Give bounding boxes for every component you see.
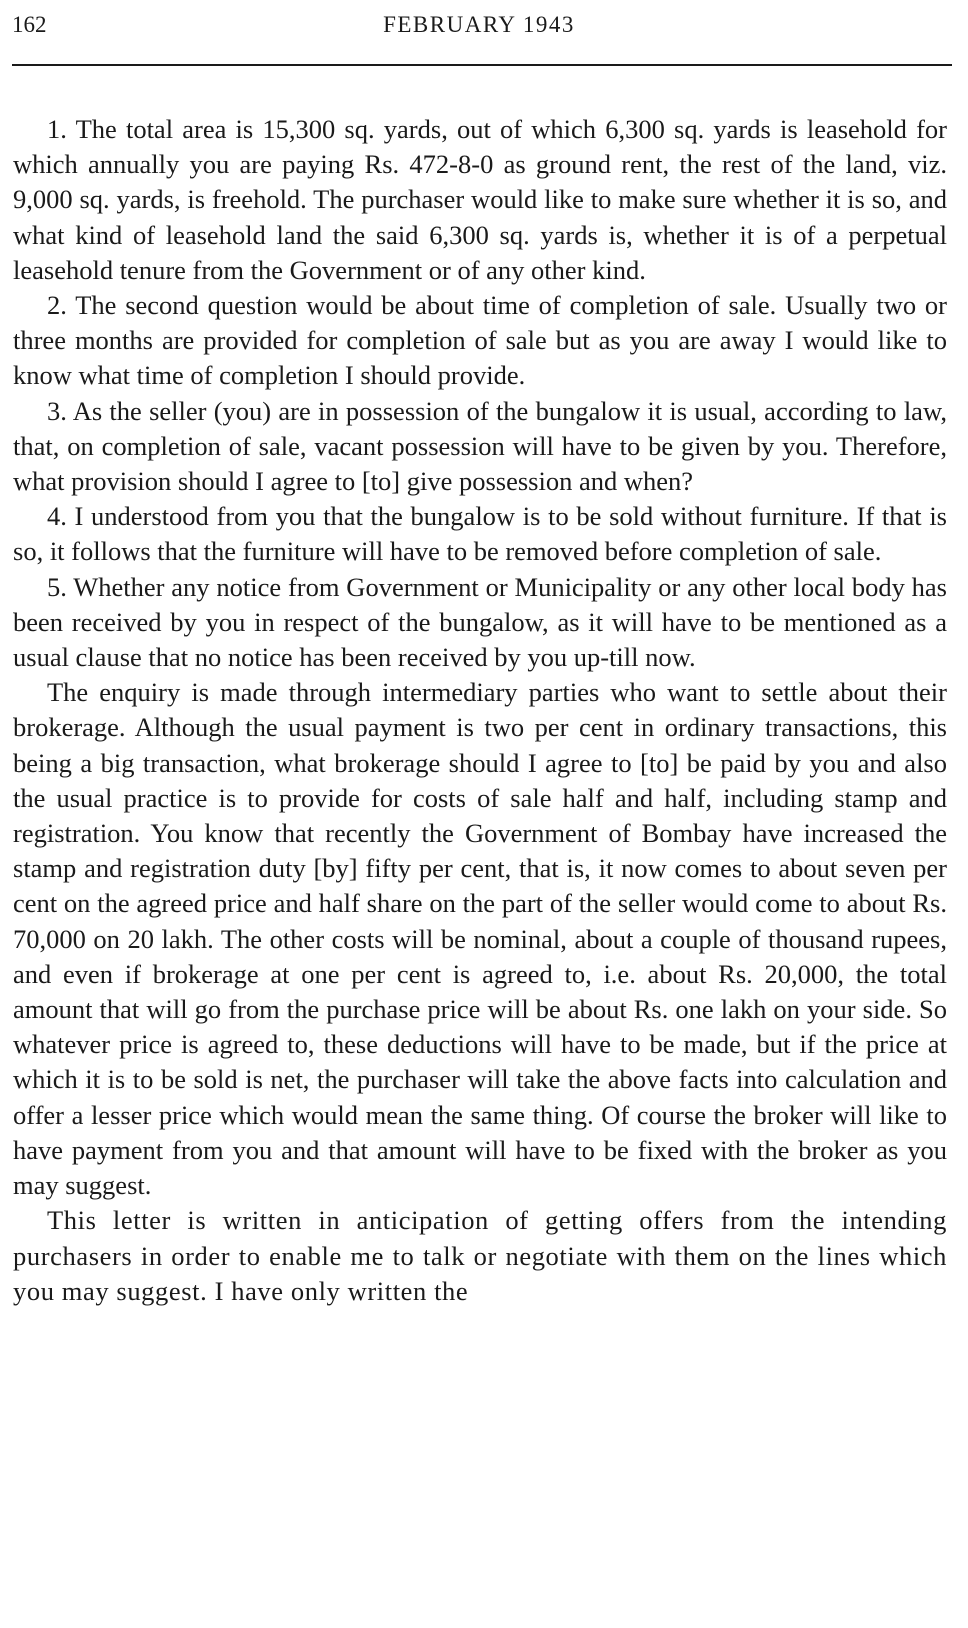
body-text <box>13 112 947 1309</box>
paragraph-brokerage: The enquiry is made through intermediary parties who want to settle about their brokerage. Although the usual payment is two per cent in ordinary transactions, this being a big transaction, what brokerage should I agree to [to] be paid by you and also the usual practice is to provide for costs of sale half and half, including stamp and registration. You know that recently the Government of Bombay have increased the stamp and registration duty [by] fifty per cent, that is, it now comes to about seven per cent on the agreed price and half share on the part of the seller would come to about Rs. 70,000 on 20 lakh. The other costs will be nominal, about a couple of thousand rupees, and even if brokerage at one per cent is agreed to, i.e. about Rs. 20,000, the total amount that will go from the purchase price will be about Rs. one lakh on your side. So whatever price is agreed to, these deductions will have to be made, but if the price at which it is to be sold is net, the purchaser will take the above facts into calculation and offer a lesser price which would mean the same thing. Of course the broker will like to have payment from you and that amount will have to be fixed with the broker as you may suggest. <box>13 677 947 1201</box>
paragraph-item-2: 2. The second question would be about time of completion of sale. Usually two or three months are provided for completion of sale but as you are away I would like to know what time of completion I should provide. <box>13 290 947 391</box>
running-head-title: FEBRUARY 1943 <box>383 12 575 37</box>
paragraph-item-4: 4. I understood from you that the bungalow is to be sold without furniture. If that is so, it follows that the furniture will have to be removed before completion of sale. <box>13 501 947 567</box>
header-rule <box>12 64 952 66</box>
paragraph-anticipation: This letter is written in anticipation of getting offers from the intending purchasers in order to enable me to talk or negotiate with them on the lines which you may suggest. I have only written the <box>13 1205 947 1306</box>
paragraph-item-1: 1. The total area is 15,300 sq. yards, out of which 6,300 sq. yards is leasehold for which annually you are paying Rs. 472-8-0 as ground rent, the rest of the land, viz. 9,000 sq. yards, is freehold. The purchaser would like to make sure whether it is so, and what kind of leasehold land the said 6,300 sq. yards is, whether it is of a perpetual leasehold tenure from the Government or of any other kind. <box>13 114 947 285</box>
paragraph-item-3: 3. As the seller (you) are in possession of the bungalow it is usual, according to law, that, on completion of sale, vacant possession will have to be given by you. Therefore, what provision should I agree to [to] give possession and when? <box>13 395 947 497</box>
running-head <box>12 8 946 42</box>
paragraph-item-5: 5. Whether any notice from Government or Municipality or any other local body has been received by you in respect of the bungalow, as it will have to be mentioned as a usual clause that no notice has been received by you up-till now. <box>13 571 947 673</box>
page-number: 162 <box>12 12 47 37</box>
